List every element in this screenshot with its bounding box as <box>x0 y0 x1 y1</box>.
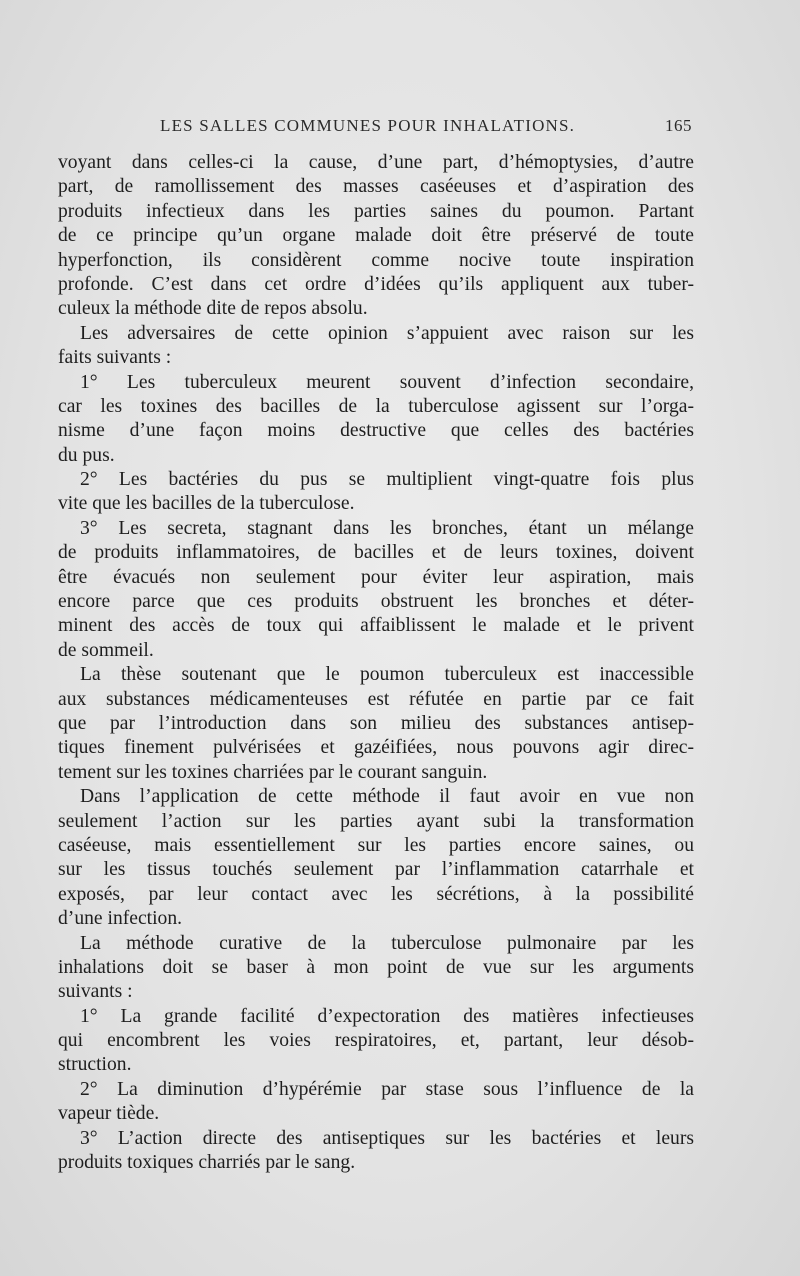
text-line: sur les tissus touchés seulement par l’inflammation catarrhale et <box>58 859 694 881</box>
text-line: car les toxines des bacilles de la tuberculose agissent sur l’orga- <box>58 395 694 417</box>
text-line: 3° Les secreta, stagnant dans les bronches, étant un mélange <box>80 517 694 539</box>
running-title: LES SALLES COMMUNES POUR INHALATIONS. <box>160 116 576 135</box>
text-line: part, de ramollissement des masses caséeuses et d’aspiration des <box>58 176 694 198</box>
text-line: de ce principe qu’un organe malade doit être préservé de toute <box>58 225 694 247</box>
text-line: profonde. C’est dans cet ordre d’idées qu’ils appliquent aux tuber- <box>58 273 694 295</box>
text-line: 3° L’action directe des antiseptiques sur les bactéries et leurs <box>80 1127 694 1149</box>
text-line: minent des accès de toux qui affaiblissent le malade et le privent <box>58 615 694 637</box>
body-text <box>58 151 694 1175</box>
text-line: du pus. <box>58 444 115 466</box>
page-number: 165 <box>665 116 692 135</box>
text-line: seulement l’action sur les parties ayant subi la transformation <box>58 810 694 832</box>
text-line: tement sur les toxines charriées par le courant sanguin. <box>58 761 488 783</box>
text-line: d’une infection. <box>58 908 183 930</box>
text-line: suivants : <box>58 981 133 1003</box>
text-line: produits toxiques charriés par le sang. <box>58 1152 356 1174</box>
text-line: de produits inflammatoires, de bacilles et de leurs toxines, doivent <box>58 542 694 564</box>
text-line: tiques finement pulvérisées et gazéifiées, nous pouvons agir direc- <box>58 737 694 759</box>
text-line: faits suivants : <box>58 347 172 369</box>
text-line: culeux la méthode dite de repos absolu. <box>58 298 368 320</box>
text-line: 1° Les tuberculeux meurent souvent d’infection secondaire, <box>80 371 694 393</box>
text-line: inhalations doit se baser à mon point de vue sur les arguments <box>58 956 694 978</box>
text-line: hyperfonction, ils considèrent comme nocive toute inspiration <box>58 249 694 271</box>
text-line: produits infectieux dans les parties saines du poumon. Partant <box>58 200 694 222</box>
text-line: caséeuse, mais essentiellement sur les parties encore saines, ou <box>58 834 694 856</box>
text-line: La thèse soutenant que le poumon tuberculeux est inaccessible <box>80 664 694 686</box>
text-line: vite que les bacilles de la tuberculose. <box>58 493 355 515</box>
text-line: voyant dans celles-ci la cause, d’une part, d’hémoptysies, d’autre <box>58 152 694 173</box>
text-line: qui encombrent les voies respiratoires, et, partant, leur désob- <box>58 1030 694 1052</box>
text-line: que par l’introduction dans son milieu des substances antisep- <box>58 712 694 734</box>
text-line: nisme d’une façon moins destructive que celles des bactéries <box>58 420 694 442</box>
text-line: 2° Les bactéries du pus se multiplient vingt-quatre fois plus <box>80 469 694 491</box>
text-line: La méthode curative de la tuberculose pulmonaire par les <box>80 932 694 954</box>
text-line: struction. <box>58 1054 132 1076</box>
text-line: 1° La grande facilité d’expectoration des matières infectieuses <box>80 1005 694 1027</box>
text-line: aux substances médicamenteuses est réfutée en partie par ce fait <box>58 688 694 710</box>
text-line: vapeur tiède. <box>58 1103 160 1125</box>
text-line: Les adversaires de cette opinion s’appuient avec raison sur les <box>80 322 694 344</box>
text-line: exposés, par leur contact avec les sécrétions, à la possibilité <box>58 883 694 905</box>
text-line: être évacués non seulement pour éviter leur aspiration, mais <box>58 566 694 588</box>
running-header <box>160 116 692 140</box>
text-line: encore parce que ces produits obstruent les bronches et déter- <box>58 591 694 613</box>
text-line: 2° La diminution d’hypérémie par stase sous l’influence de la <box>80 1078 694 1100</box>
text-line: Dans l’application de cette méthode il faut avoir en vue non <box>80 786 694 808</box>
text-line: de sommeil. <box>58 639 154 661</box>
